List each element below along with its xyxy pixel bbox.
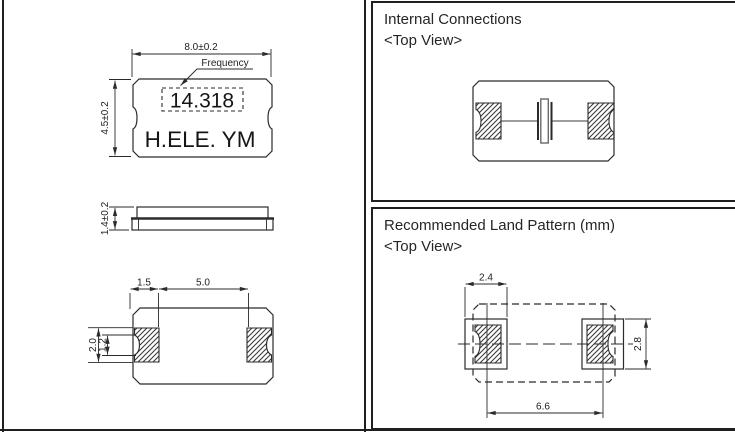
side-view: [100, 201, 274, 235]
left-electrode-pad: [476, 103, 501, 139]
land-height-dimension-label: 2.8: [633, 337, 644, 351]
thickness-dimension-label: 1.4±0.2: [100, 201, 111, 236]
land-pattern-subtitle: <Top View>: [384, 238, 463, 255]
pad-gap-dimension: [159, 278, 248, 290]
land-pattern-drawing: [371, 207, 735, 430]
section-divider-line: [364, 0, 366, 432]
pad-height-dimension-label: 2.0: [88, 338, 99, 352]
land-width-dimension: [465, 273, 507, 318]
internal-connections-panel: [371, 1, 735, 202]
pad-pitch-dimension: [488, 402, 603, 414]
right-terminal-pad: [247, 328, 272, 362]
pad-width-dimension: [130, 278, 249, 328]
right-terminal-overlay: [587, 325, 613, 363]
left-terminal-pad: [135, 328, 160, 362]
pad-gap-dimension-label: 5.0: [196, 277, 210, 289]
internal-connections-title: Internal Connections: [384, 11, 522, 28]
base-outline: [132, 219, 273, 231]
frequency-callout-label: Frequency: [201, 58, 249, 69]
frequency-value-text: 14.318: [169, 89, 235, 113]
right-electrode-pad: [588, 103, 614, 139]
top-view: [100, 42, 272, 157]
crystal-symbol: [538, 99, 552, 143]
pad-notch-dimension: [98, 335, 137, 356]
pad-width-dimension-label: 1.5: [137, 277, 151, 289]
pad-notch-dimension-label: 1.2: [97, 338, 109, 352]
frequency-leader-arrow: [181, 69, 254, 86]
pad-height-dimension: [88, 328, 133, 363]
internal-connections-drawing: [371, 1, 735, 202]
height-dimension-label: 4.5±0.2: [100, 101, 111, 135]
internal-connections-subtitle: <Top View>: [384, 32, 463, 49]
terminal-edges: [139, 219, 267, 231]
bottom-view: [88, 278, 273, 385]
frequency-callout: [181, 58, 254, 86]
pad-pitch-dimension-label: 6.6: [536, 401, 550, 413]
land-width-dimension-label: 2.4: [479, 272, 493, 284]
land-pattern-title: Recommended Land Pattern (mm): [384, 217, 615, 234]
height-dimension: [100, 80, 131, 157]
land-pattern-panel: [371, 207, 735, 430]
manufacturer-marking-text: H.ELE. YM: [144, 127, 256, 152]
lid-outline: [137, 207, 268, 219]
package-mechanical-drawing: [0, 0, 365, 432]
page-left-border: [2, 0, 4, 432]
width-dimension-label: 8.0±0.2: [184, 42, 218, 53]
thickness-dimension: [100, 201, 134, 235]
